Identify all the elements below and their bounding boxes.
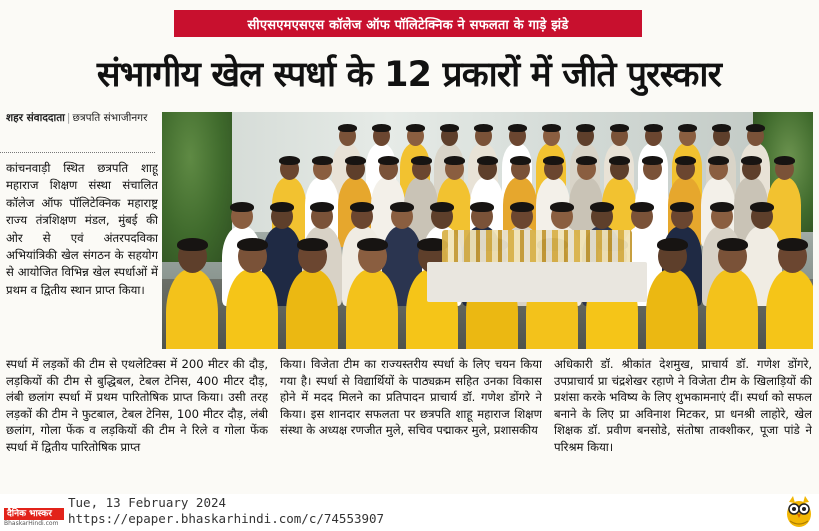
lead-paragraph: कांचनवाड़ी स्थित छत्रपति शाहू महाराज शिक्षण संस्था संचालित कॉलेज ऑफ पॉलिटेक्निक महाराष्ट्र राज्य तंत्रशिक्षण मंडल, मुंबई की ओर से एवं अंतरपदविका अभियांत्रिकी खेल संगठन के सहयोग से आयोजित विभिन्न खेल स्पर्धाओं में प्रथम व द्वितीय स्थान प्राप्त किया।	[6, 161, 158, 297]
photo-person-hair	[350, 202, 374, 212]
photo-person-hair	[230, 202, 254, 212]
photo-person-hair	[510, 156, 531, 165]
photo-person	[166, 269, 218, 349]
photo-trophies	[442, 230, 632, 266]
photo-person-hair	[657, 238, 688, 251]
photo-person-hair	[542, 124, 561, 132]
byline-divider	[0, 152, 155, 153]
article-column-1: स्पर्धा में लड़कों की टीम से एथलेटिक्स में 200 मीटर की दौड़, लड़कियों की टीम से बुद्धिबल, टेबल टेनिस, 400 मीटर दौड़, लंबी छलांग स्पर्धा में प्रथम पारितोषिक प्राप्त किया। उसी तरह लड़कों की टीम ने फुटबाल, टेबल टेनिस, 100 मीटर दौड़, लंबी छलांग, गोला फेंक व लड़कियों की टीम ने रिले व गोला फेंक स्पर्धा में द्वितीय पारितोषिक प्राप्त	[6, 357, 268, 454]
photo-person-hair	[411, 156, 432, 165]
photo-person-hair	[675, 156, 696, 165]
photo-person-hair	[741, 156, 762, 165]
photo-person-hair	[746, 124, 765, 132]
photo-person	[346, 269, 398, 349]
byline-separator: |	[66, 112, 71, 124]
photo-person-hair	[678, 124, 697, 132]
photo-trophy-table	[427, 262, 647, 302]
photo-person	[706, 269, 758, 349]
team-photo	[162, 112, 813, 349]
photo-person-hair	[508, 124, 527, 132]
photo-person	[646, 269, 698, 349]
photo-person-hair	[670, 202, 694, 212]
photo-person-hair	[708, 156, 729, 165]
photo-person	[766, 269, 813, 349]
photo-person-hair	[510, 202, 534, 212]
photo-person-hair	[774, 156, 795, 165]
headline: संभागीय खेल स्पर्धा के 12 प्रकारों में जीते पुरस्कार	[96, 55, 722, 95]
photo-person-hair	[543, 156, 564, 165]
photo-person-hair	[477, 156, 498, 165]
photo-person-hair	[177, 238, 208, 251]
photo-person-hair	[345, 156, 366, 165]
photo-person-hair	[444, 156, 465, 165]
photo-person-hair	[609, 156, 630, 165]
photo-person	[226, 269, 278, 349]
photo-person-hair	[712, 124, 731, 132]
photo-person-hair	[576, 124, 595, 132]
photo-person-hair	[430, 202, 454, 212]
photo-person	[286, 269, 338, 349]
photo-person-hair	[750, 202, 774, 212]
logo-site: BhaskarHindi.com	[4, 520, 59, 527]
byline-reporter: शहर संवाददाता	[6, 112, 65, 124]
kicker-banner: सीएसएमएसएस कॉलेज ऑफ पॉलिटेक्निक ने सफलता के गाड़े झंडे	[174, 10, 642, 37]
byline	[6, 110, 156, 144]
photo-person-hair	[644, 124, 663, 132]
photo-person-hair	[590, 202, 614, 212]
article-body	[6, 356, 812, 490]
photo-person-hair	[279, 156, 300, 165]
photo-person-hair	[550, 202, 574, 212]
photo-person-hair	[372, 124, 391, 132]
article-column-2: किया। विजेता टीम का राज्यस्तरीय स्पर्धा के लिए चयन किया गया है। स्पर्धा से विद्यार्थियों के पाठ्यक्रम सहित उनका विकास होने में मदद मिलने का प्रतिपादन प्राचार्य डॉ. गणेश डोंगरे ने किया। इस शानदार सफलता पर छत्रपति शाहू महाराज शिक्षण संस्था के अध्यक्ष रणजीत मुले, सचिव पद्माकर मुले, प्रशासकीय	[280, 357, 542, 438]
photo-person-hair	[270, 202, 294, 212]
photo-person-hair	[710, 202, 734, 212]
edition-date: Tue, 13 February 2024	[68, 495, 227, 510]
photo-person-hair	[310, 202, 334, 212]
photo-person-hair	[777, 238, 808, 251]
article-column-3: अधिकारी डॉ. श्रीकांत देशमुख, प्राचार्य डॉ. गणेश डोंगरे, उपप्राचार्य प्रा चंद्रशेखर रहाणे ने विजेता टीम के खिलाड़ियों की प्रशंसा करके भविष्य के लिए शुभकामनाएं दीं। स्पर्धा को सफल बनाने के लिए प्रा अविनाश मिटकर, प्रा धनश्री लाहोरे, खेल शिक्षक डॉ. प्रवीण बनसोडे, संतोषा ताक्शीकर, पूजा पांडे ने परिश्रम किया।	[554, 357, 812, 454]
photo-person-hair	[470, 202, 494, 212]
photo-person-hair	[474, 124, 493, 132]
owl-icon[interactable]	[784, 494, 814, 528]
logo-brand: दैनिक भास्कर	[4, 508, 64, 520]
photo-person-hair	[717, 238, 748, 251]
photo-person-hair	[406, 124, 425, 132]
photo-person-hair	[390, 202, 414, 212]
photo-person-hair	[378, 156, 399, 165]
publisher-logo	[4, 508, 64, 527]
photo-person-hair	[642, 156, 663, 165]
photo-person-hair	[440, 124, 459, 132]
photo-person-hair	[297, 238, 328, 251]
photo-person-hair	[576, 156, 597, 165]
byline-place: छत्रपति संभाजीनगर	[72, 112, 148, 124]
photo-person-hair	[312, 156, 333, 165]
photo-person-hair	[357, 238, 388, 251]
photo-person-hair	[630, 202, 654, 212]
photo-person-hair	[338, 124, 357, 132]
photo-person-hair	[237, 238, 268, 251]
photo-person-hair	[610, 124, 629, 132]
epaper-url[interactable]: https://epaper.bhaskarhindi.com/c/74553907	[68, 511, 385, 526]
